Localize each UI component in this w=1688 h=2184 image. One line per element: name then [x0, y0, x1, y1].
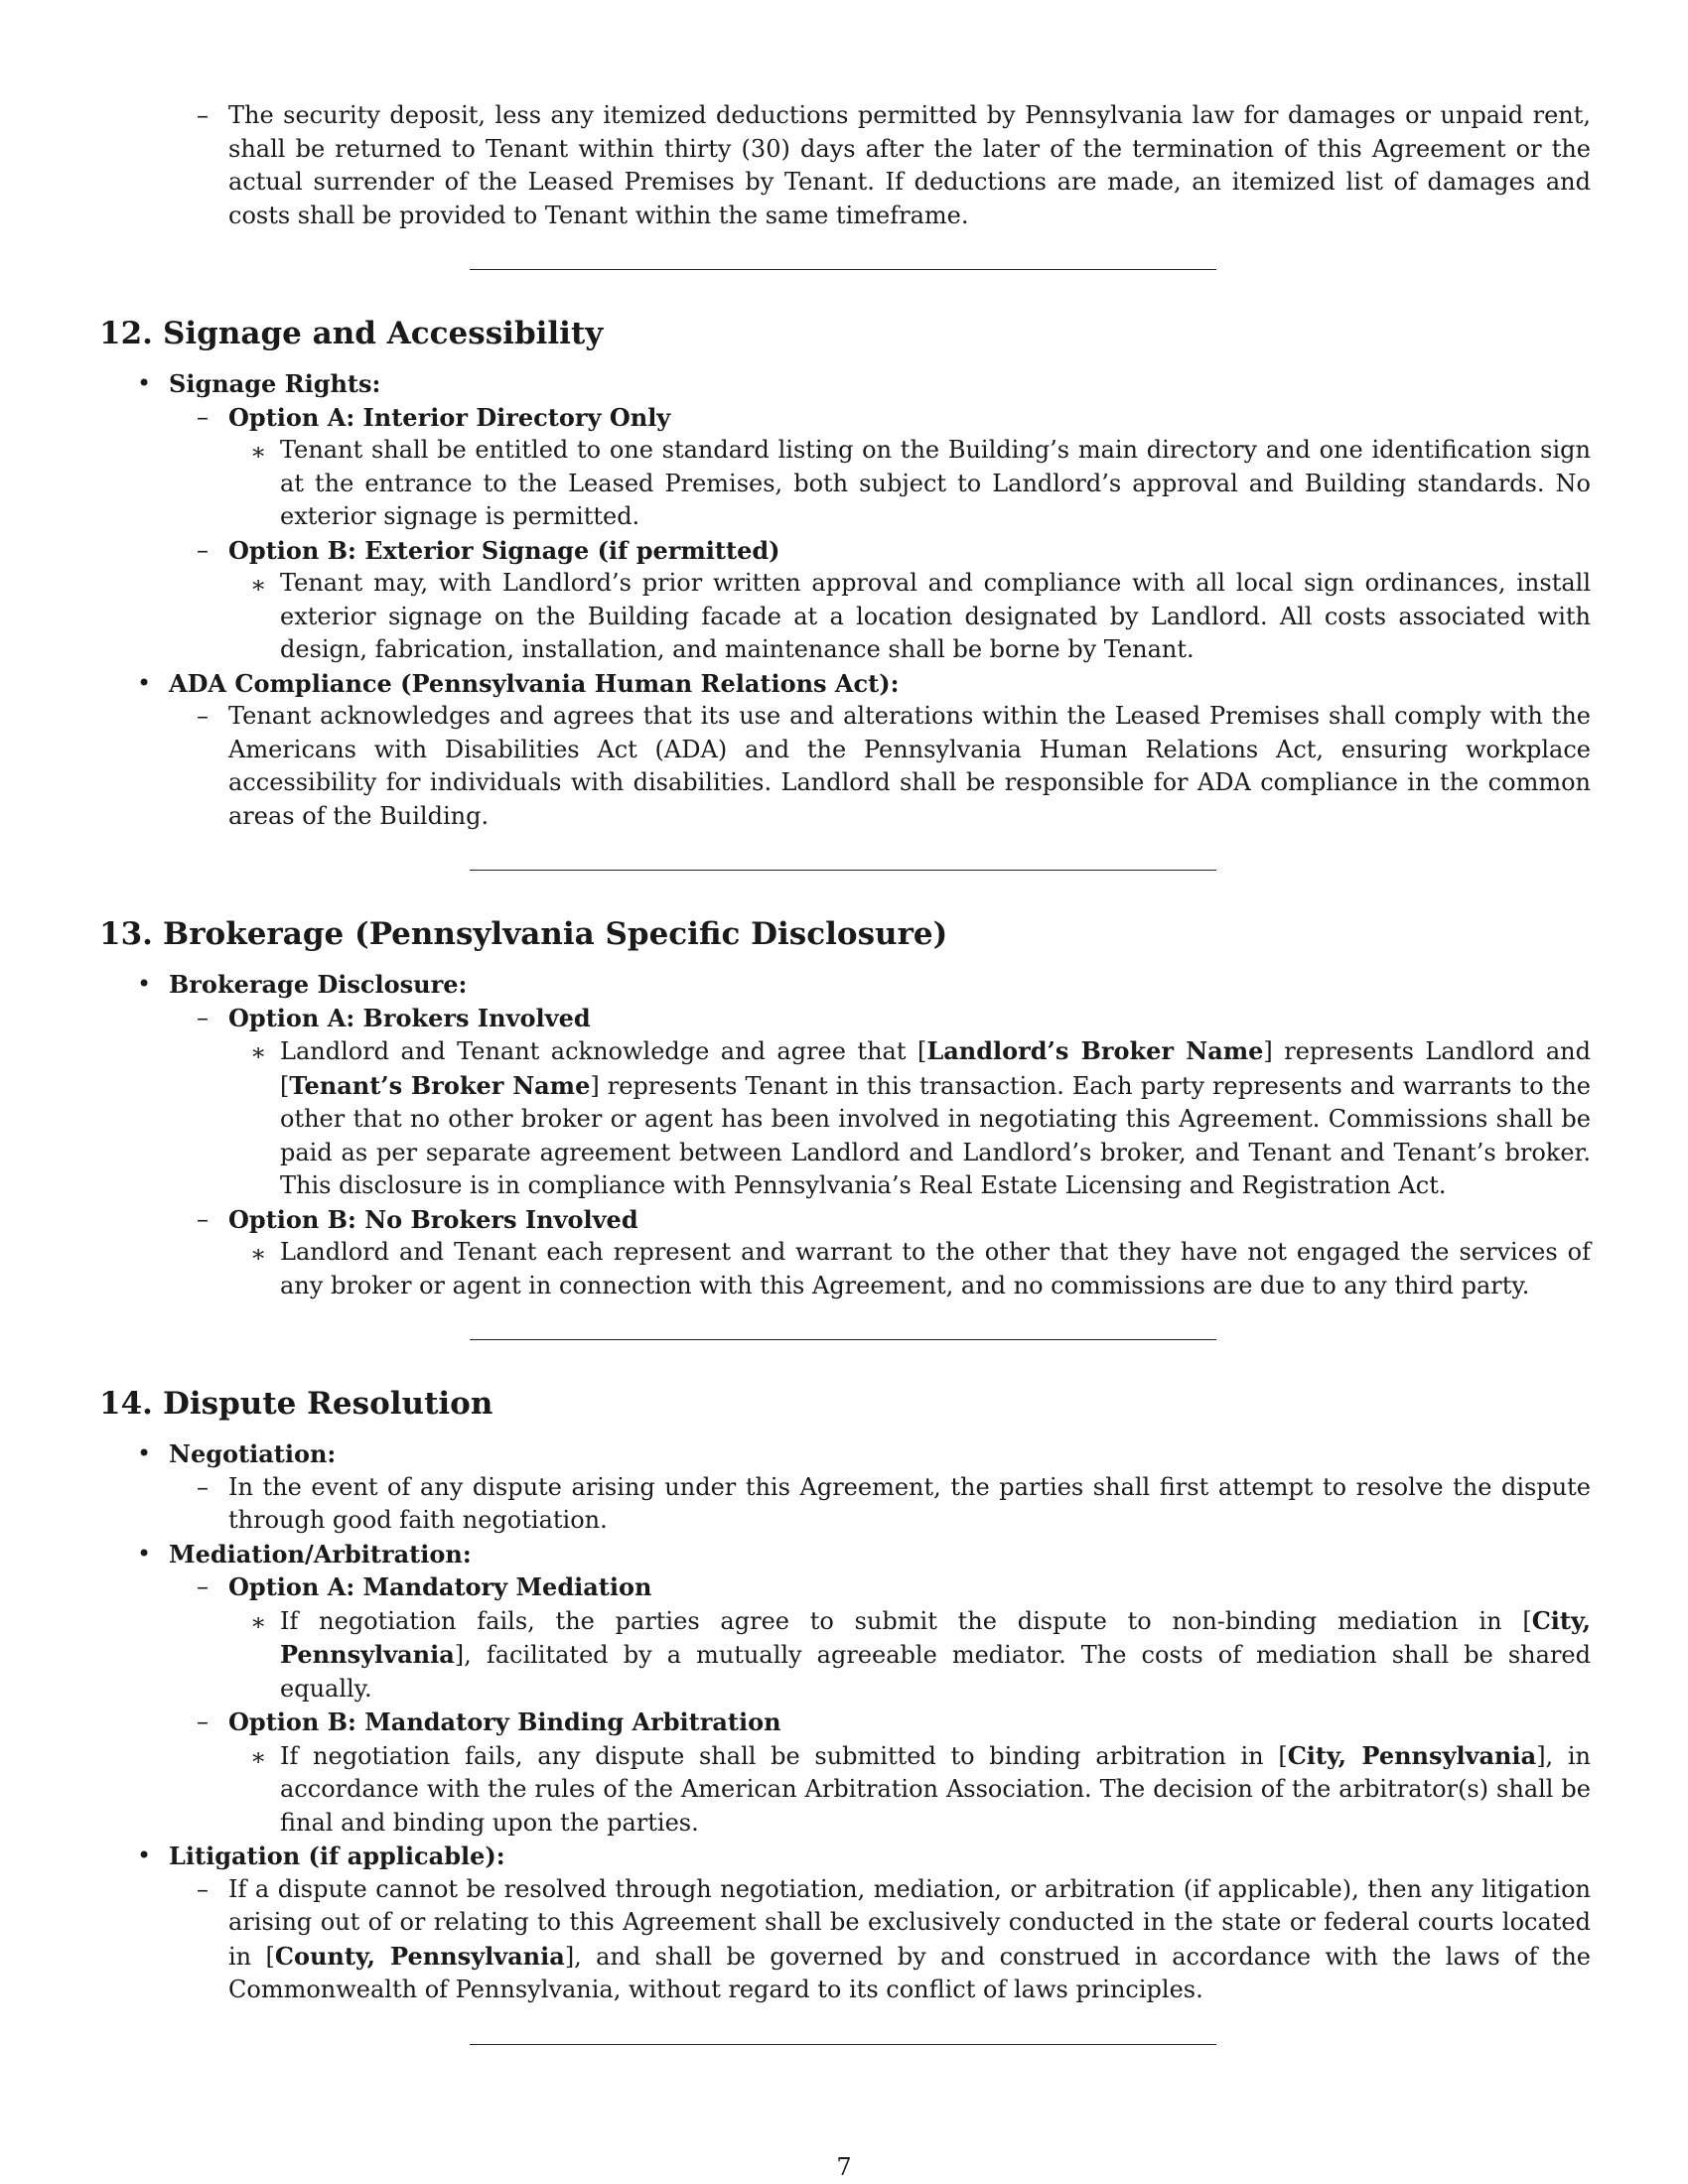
landlord-broker-placeholder: Landlord’s Broker Name [926, 1036, 1264, 1065]
city-placeholder: City, Pennsylvania [1287, 1740, 1537, 1770]
dash-marker: – [197, 1874, 209, 1903]
litigation-label: Litigation (if applicable): [169, 1842, 505, 1870]
section-divider [470, 2044, 1216, 2045]
bullet-marker: • [137, 1439, 152, 1467]
signage-option-a-label: Option A: Interior Directory Only [228, 402, 671, 432]
dash-marker: – [197, 101, 209, 129]
bullet-marker: • [137, 1539, 152, 1568]
negotiation-text: In the event of any dispute arising under this Agreement, the parties shall first attempt to resolve the dispute through good faith negotiation. [228, 1472, 1591, 1534]
brokerage-disclosure-item [99, 968, 1591, 1002]
dash-marker: – [197, 1707, 209, 1735]
mediation-option-a [99, 1570, 1591, 1604]
dash-marker: – [197, 1204, 209, 1233]
section-14-heading [99, 1384, 1591, 1424]
dash-marker: – [197, 1472, 209, 1501]
arbitration-option-b [99, 1706, 1591, 1739]
mediation-arbitration-item [99, 1538, 1591, 1571]
section-13-heading [99, 914, 1591, 954]
dash-marker: – [197, 702, 209, 730]
section-12-heading [99, 314, 1591, 353]
signage-option-b [99, 534, 1591, 568]
dash-marker: – [197, 402, 209, 431]
brokerage-option-a-label: Option A: Brokers Involved [228, 1003, 591, 1032]
page-content [99, 99, 1591, 2045]
section-13-title: Brokerage (Pennsylvania Specific Disclosure) [163, 916, 948, 952]
ada-compliance-text: Tenant acknowledges and agrees that its use and alterations within the Leased Premises shall comply with the Americans with Disabilities Act (ADA) and the Pennsylvania Human Relations Act, ensuring workplace accessibility for individuals with disabilities. Landlord shall be responsible for ADA compliance in the common areas of the Building. [228, 702, 1591, 830]
star-marker: ∗ [250, 1038, 267, 1066]
text-run: ] represents Landlord and [ [280, 1037, 1592, 1100]
bullet-marker: • [137, 668, 152, 697]
signage-option-a [99, 401, 1591, 435]
mediation-option-a-detail [99, 1604, 1591, 1706]
section-divider [470, 1339, 1216, 1340]
star-marker: ∗ [250, 1607, 267, 1636]
brokerage-option-a [99, 1002, 1591, 1035]
signage-option-a-text: Tenant shall be entitled to one standard listing on the Building’s main directory and one identification sign at the entrance to the Leased Premises, both subject to Landlord’s approval and Building standards. No exterior signage is permitted. [280, 436, 1591, 530]
text-run: ], and shall be governed by and construed in accordance with the laws of the Commonwealth of Pennsylvania, without regard to its conflict of laws principles. [228, 1942, 1592, 2003]
dash-marker: – [197, 535, 209, 564]
bullet-marker: • [137, 1842, 152, 1869]
arbitration-option-b-text [280, 1739, 1591, 1841]
text-run: ], facilitated by a mutually agreeable mediator. The costs of mediation shall be shared equally. [280, 1641, 1591, 1703]
signage-option-a-detail [99, 434, 1591, 534]
negotiation-label: Negotiation: [169, 1439, 337, 1468]
section-14-title: Dispute Resolution [163, 1386, 493, 1422]
page-number: 7 [836, 2153, 852, 2181]
brokerage-option-a-text [280, 1034, 1591, 1203]
brokerage-option-b-label: Option B: No Brokers Involved [228, 1204, 638, 1234]
text-run: ] represents Tenant in this transaction. Each party represents and warrants to the other that no other broker or agent has been involved in negotiating this Agreement. Commissions shall be paid as per separate agreement between Landlord and Landlord’s broker, and Tenant and Tenant’s broker. This disclosure is in compliance with Pennsylvania’s Real Estate Licensing and Registration Act. [280, 1071, 1591, 1199]
section-divider [470, 269, 1216, 270]
brokerage-option-b [99, 1203, 1591, 1237]
security-deposit-text: The security deposit, less any itemized deductions permitted by Pennsylvania law for damages or unpaid rent, shall be returned to Tenant within thirty (30) days after the later of the termination of this Agreement or the actual surrender of the Leased Premises by Tenant. If deductions are made, an itemized list of damages and costs shall be provided to Tenant within the same timeframe. [228, 101, 1591, 229]
text-run: If a dispute cannot be resolved through negotiation, mediation, or arbitration (if applicable), then any litigation arising out of or relating to this Agreement shall be exclusively conducted in the state or federal courts located in [ [228, 1874, 1591, 1971]
star-marker: ∗ [250, 1240, 267, 1268]
bullet-marker: • [137, 369, 152, 397]
brokerage-option-b-detail [99, 1236, 1591, 1302]
litigation-detail [99, 1873, 1591, 2007]
ada-compliance-detail [99, 700, 1591, 833]
signage-option-b-detail [99, 567, 1591, 667]
signage-rights-item [99, 367, 1591, 401]
ada-compliance-item [99, 667, 1591, 701]
arbitration-option-b-detail [99, 1739, 1591, 1841]
security-deposit-item [99, 99, 1591, 232]
text-run: ], in accordance with the rules of the American Arbitration Association. The decision of the arbitrator(s) shall be final and binding upon the parties. [280, 1741, 1592, 1837]
section-14-number: 14. [99, 1386, 153, 1422]
section-12-title: Signage and Accessibility [163, 316, 604, 351]
negotiation-detail [99, 1471, 1591, 1538]
mediation-arbitration-label: Mediation/Arbitration: [169, 1539, 472, 1569]
litigation-text [228, 1873, 1591, 2007]
negotiation-item [99, 1437, 1591, 1471]
star-marker: ∗ [250, 1742, 267, 1771]
text-run: If negotiation fails, any dispute shall be submitted to binding arbitration in [ [280, 1741, 1288, 1770]
section-12-number: 12. [99, 316, 153, 351]
brokerage-disclosure-label: Brokerage Disclosure: [169, 970, 468, 999]
city-placeholder: City, Pennsylvania [280, 1605, 1591, 1669]
text-run: If negotiation fails, the parties agree to submit the dispute to non-binding mediation in [ [280, 1606, 1532, 1635]
mediation-option-a-text [280, 1604, 1591, 1706]
text-run: Landlord and Tenant acknowledge and agree that [ [280, 1037, 927, 1065]
dash-marker: – [197, 1003, 209, 1031]
section-13-number: 13. [99, 916, 153, 952]
arbitration-option-b-label: Option B: Mandatory Binding Arbitration [228, 1707, 781, 1736]
bullet-marker: • [137, 970, 152, 998]
tenant-broker-placeholder: Tenant’s Broker Name [289, 1070, 591, 1100]
ada-compliance-label: ADA Compliance (Pennsylvania Human Relations Act): [169, 668, 900, 698]
signage-option-b-label: Option B: Exterior Signage (if permitted) [228, 535, 780, 565]
signage-option-b-text: Tenant may, with Landlord’s prior written approval and compliance with all local sign ordinances, install exterior signage on the Building facade at a location designated by Landlord. All costs associated with design, fabrication, installation, and maintenance shall be borne by Tenant. [280, 569, 1591, 663]
dash-marker: – [197, 1572, 209, 1600]
signage-rights-label: Signage Rights: [169, 369, 381, 398]
county-placeholder: County, Pennsylvania [274, 1941, 565, 1971]
star-marker: ∗ [250, 438, 267, 466]
brokerage-option-b-text: Landlord and Tenant each represent and warrant to the other that they have not engaged the services of any broker or agent in connection with this Agreement, and no commissions are due to any third party. [280, 1238, 1591, 1299]
brokerage-option-a-detail [99, 1034, 1591, 1203]
star-marker: ∗ [250, 571, 267, 599]
litigation-item [99, 1840, 1591, 1873]
mediation-option-a-label: Option A: Mandatory Mediation [228, 1572, 652, 1601]
section-divider [470, 870, 1216, 871]
